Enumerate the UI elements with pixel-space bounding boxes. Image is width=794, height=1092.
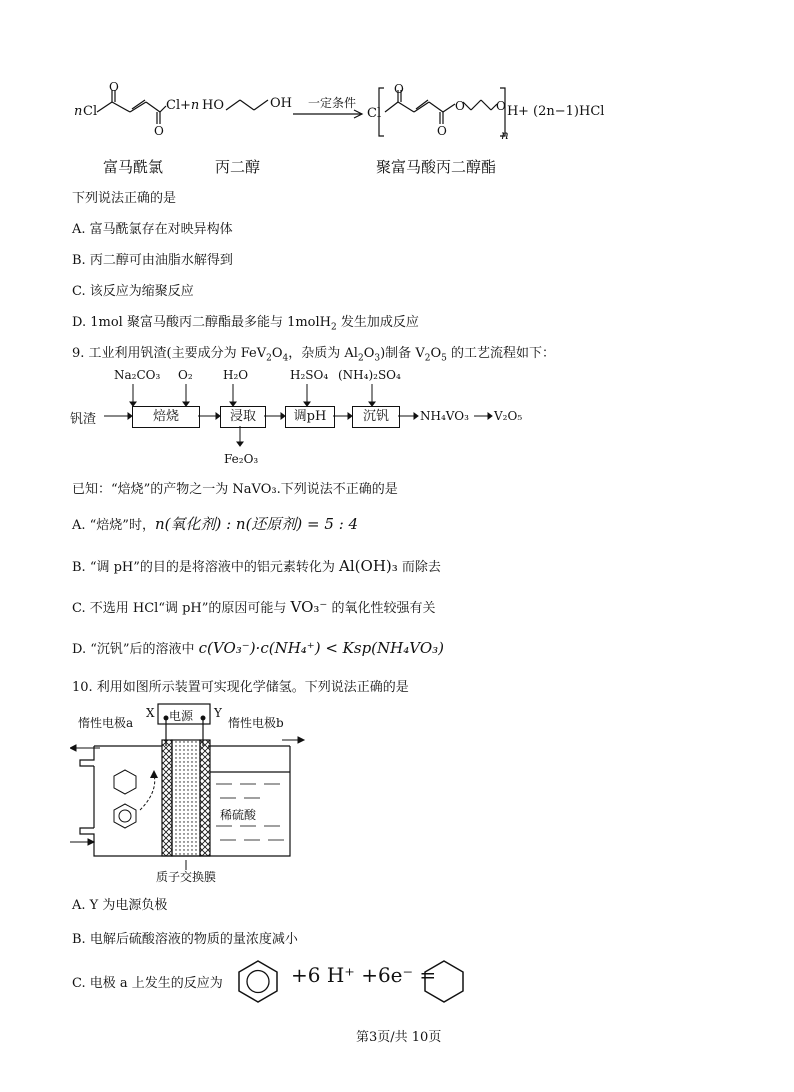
reagent2-oh: OH xyxy=(270,96,292,111)
q9-option-a: A. “焙烧”时，n(氧化剂) : n(还原剂) = 5 : 4 xyxy=(72,515,359,533)
benzene-icon xyxy=(232,958,284,1004)
reaction-condition: 一定条件 xyxy=(308,96,357,110)
q10-option-c: C. 电极 a 上发生的反应为 xyxy=(72,976,223,991)
product-o-top: O xyxy=(394,82,404,96)
label-fumaroyl-chloride: 富马酰氯 xyxy=(103,158,164,176)
label-propanediol: 丙二醇 xyxy=(215,158,261,176)
product-o-ester: O xyxy=(455,99,465,113)
flow-output-fe2o3: Fe₂O₃ xyxy=(224,452,259,466)
flow-box-roast: 焙烧 xyxy=(132,406,200,428)
apparatus-label-y: Y xyxy=(214,706,222,720)
cyclohexane-icon xyxy=(418,958,470,1004)
q8-option-b: B. 丙二醇可由油脂水解得到 xyxy=(72,253,233,268)
q10-option-c-equation: +6 H⁺ +6e⁻ = xyxy=(291,963,437,987)
flow-box-leach: 浸取 xyxy=(220,406,266,428)
q8-option-d: D. 1mol 聚富马酸丙二醇酯最多能与 1molH$_2$ 发生加成反应 xyxy=(72,315,419,333)
q9-stem: 9. 工业利用钒渣(主要成分为 $FeV_2O_4$，杂质为 $Al_2O_3$)制备 $V_2O_5$ 的工艺流程如下： xyxy=(72,346,555,364)
flow-input-nh4so4: (NH₄)₂SO₄ xyxy=(338,368,401,382)
reagent1-o-top: O xyxy=(109,80,119,94)
q10-stem: 10. 利用如图所示装置可实现化学储氢。下列说法正确的是 xyxy=(72,680,409,695)
process-flowchart xyxy=(70,364,550,474)
apparatus-membrane: 质子交换膜 xyxy=(156,870,217,884)
reagent2-ho: HO xyxy=(202,98,224,113)
q9-known: 已知：“焙烧”的产物之一为 NaVO₃.下列说法不正确的是 xyxy=(72,482,398,497)
flow-start: 钒渣 xyxy=(70,412,97,427)
q9-option-c: C. 不选用 HCl“调 pH”的原因可能与 VO₃⁻ 的氧化性较强有关 xyxy=(72,598,436,616)
apparatus-electrode-a: 惰性电极a xyxy=(78,716,134,730)
q10-option-b: B. 电解后硫酸溶液的物质的量浓度减小 xyxy=(72,932,298,947)
flow-input-h2o: H₂O xyxy=(223,368,249,382)
flow-box-precipitate: 沉钒 xyxy=(352,406,400,428)
flow-input-h2so4: H₂SO₄ xyxy=(290,368,329,382)
flow-product-v2o5: V₂O₅ xyxy=(494,409,523,423)
apparatus-electrode-b: 惰性电极b xyxy=(228,716,284,730)
q9-option-b: B. “调 pH”的目的是将溶液中的铝元素转化为 Al(OH)₃ 而除去 xyxy=(72,557,441,575)
electrolysis-apparatus xyxy=(70,700,320,886)
q8-option-c: C. 该反应为缩聚反应 xyxy=(72,284,194,299)
product-h: H xyxy=(507,104,519,119)
q8-option-a: A. 富马酰氯存在对映异构体 xyxy=(72,222,233,237)
plus-n: +n xyxy=(180,98,200,113)
product-o-bottom: O xyxy=(437,124,447,138)
byproduct-hcl: + (2n−1)HCl xyxy=(518,104,605,119)
apparatus-label-x: X xyxy=(146,706,155,720)
product-o-end: O xyxy=(496,99,506,113)
product-cl: Cl xyxy=(367,106,382,121)
reagent1-cl-left: Cl xyxy=(83,104,98,119)
q9-option-d: D. “沉钒”后的溶液中 c(VO₃⁻)·c(NH₄⁺) < Ksp(NH₄VO₃) xyxy=(72,639,444,657)
q8-stem: 下列说法正确的是 xyxy=(72,191,177,206)
reagent1-cl-right: Cl xyxy=(166,98,181,113)
page-footer: 第3页/共 10页 xyxy=(356,1030,442,1045)
reagent1-n: n xyxy=(74,104,83,119)
apparatus-dilute-acid: 稀硫酸 xyxy=(220,808,257,822)
product-subscript-n: n xyxy=(501,128,509,142)
reagent1-o-bottom: O xyxy=(154,124,164,138)
flow-product-nh4vo3: NH₄VO₃ xyxy=(420,409,469,423)
apparatus-power-source: 电源 xyxy=(169,709,194,723)
flow-box-adjust-ph: 调pH xyxy=(285,406,335,428)
flow-input-o2: O₂ xyxy=(178,368,193,382)
q10-option-a: A. Y 为电源负极 xyxy=(72,898,168,913)
flow-input-na2co3: Na₂CO₃ xyxy=(114,368,161,382)
label-polyester: 聚富马酸丙二醇酯 xyxy=(376,158,497,176)
